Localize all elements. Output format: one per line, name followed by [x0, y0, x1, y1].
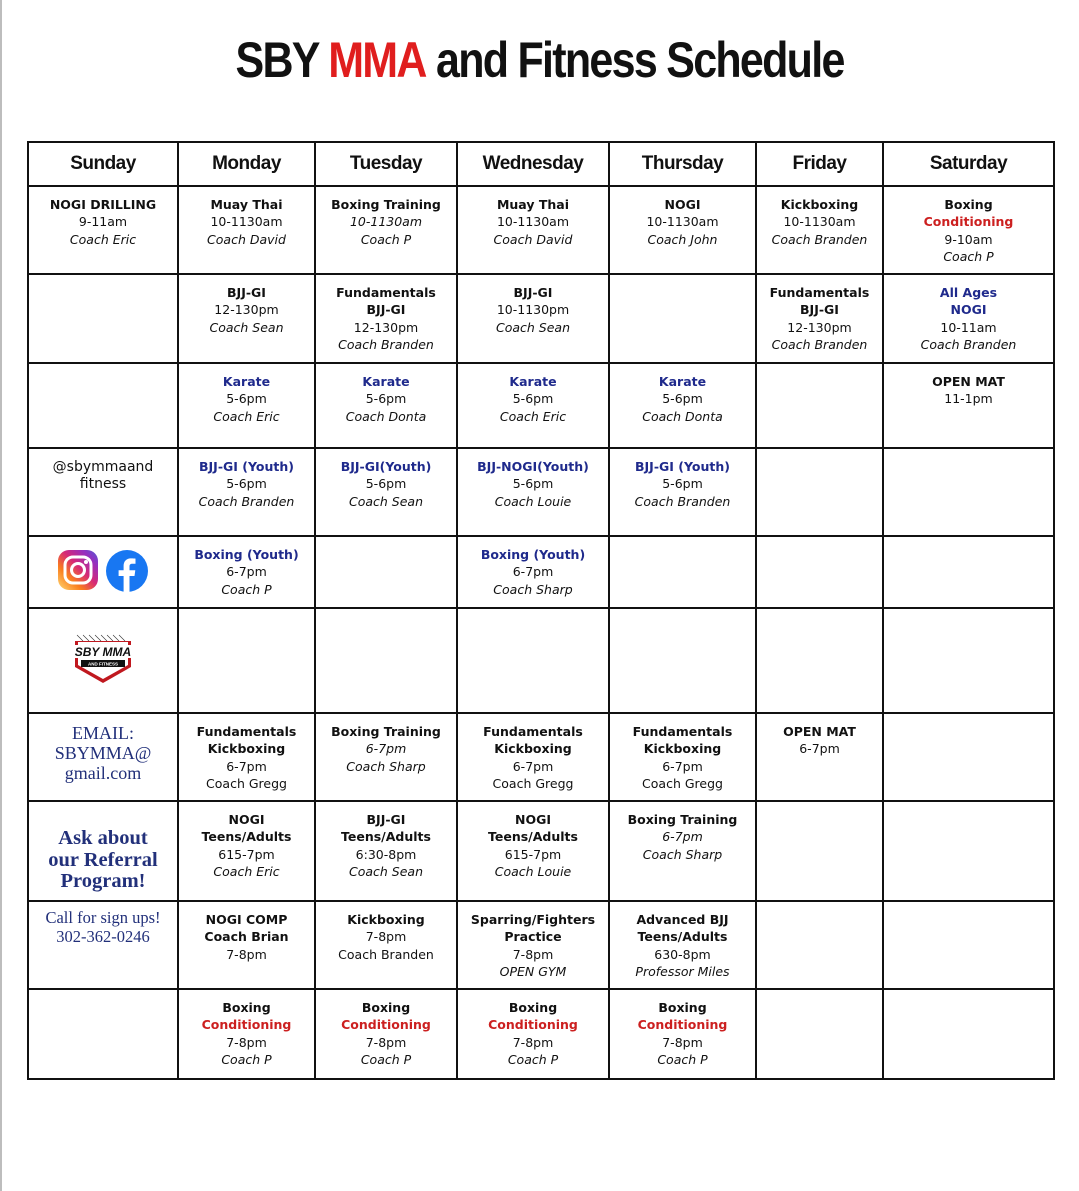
referral-program: [29, 802, 177, 893]
schedule-table: [27, 141, 1055, 1080]
schedule-cell-monday: [178, 536, 315, 608]
class-line: Kickboxing: [347, 912, 425, 927]
class-line: 5-6pm: [226, 391, 267, 407]
class-entry: [884, 364, 1053, 408]
class-line: 10-1130am: [646, 214, 719, 230]
schedule-cell-monday: [178, 186, 315, 274]
class-line: 630-8pm: [654, 946, 711, 962]
facebook-icon[interactable]: [105, 549, 149, 593]
class-line: Coach Eric: [213, 864, 280, 880]
day-header: Tuesday: [315, 142, 457, 186]
signup-phone-number: 302-362-0246: [56, 927, 150, 946]
schedule-cell-sunday: [28, 801, 178, 901]
class-entry: [179, 990, 314, 1069]
schedule-cell-wednesday: [457, 536, 609, 608]
class-line: Coach Eric: [69, 231, 137, 247]
class-line: 7-8pm: [365, 929, 407, 945]
class-line: 6-7pm: [512, 758, 554, 774]
class-entry: [610, 902, 755, 981]
class-line: Teens/Adults: [488, 829, 578, 845]
class-line: Sparring/Fighters: [470, 912, 596, 927]
class-entry: [458, 187, 608, 248]
schedule-cell-tuesday: [315, 901, 457, 989]
class-line: Fundamentals: [632, 724, 733, 739]
class-line: Coach Branden: [771, 337, 868, 353]
class-line: Coach P: [507, 1052, 559, 1068]
schedule-cell-monday: [178, 989, 315, 1079]
schedule-row: [28, 186, 1054, 274]
class-line: NOGI: [950, 302, 987, 318]
schedule-cell-friday: [756, 363, 883, 448]
schedule-cell-thursday: [609, 989, 756, 1079]
class-entry: [316, 802, 456, 881]
class-entry: [179, 275, 314, 336]
schedule-cell-wednesday: [457, 608, 609, 713]
class-line: 5-6pm: [512, 391, 554, 407]
class-line: Fundamentals: [769, 285, 870, 300]
class-line: Coach P: [221, 1052, 272, 1068]
class-line: Teens/Adults: [637, 929, 728, 945]
class-line: Muay Thai: [496, 197, 570, 212]
schedule-cell-monday: [178, 801, 315, 901]
schedule-cell-saturday: [883, 989, 1054, 1079]
schedule-cell-saturday: [883, 448, 1054, 536]
class-line: Conditioning: [341, 1017, 431, 1033]
class-line: OPEN MAT: [783, 724, 856, 739]
schedule-cell-monday: [178, 713, 315, 801]
day-header: Wednesday: [457, 142, 609, 186]
class-line: 9-10am: [944, 231, 993, 247]
class-line: Conditioning: [488, 1017, 578, 1033]
class-line: 11-1pm: [944, 391, 993, 407]
class-entry: [458, 275, 608, 336]
referral-line: Program!: [60, 870, 146, 892]
class-line: Advanced BJJ: [636, 912, 729, 927]
schedule-cell-sunday: [28, 713, 178, 801]
schedule-row: [28, 363, 1054, 448]
schedule-cell-tuesday: [315, 186, 457, 274]
class-entry: [757, 714, 882, 758]
class-line: Karate: [222, 374, 271, 389]
schedule-row: [28, 448, 1054, 536]
email-line: EMAIL:: [72, 723, 134, 743]
class-entry: [316, 449, 456, 510]
signup-line: Call for sign ups!: [45, 908, 161, 927]
class-line: Kickboxing: [643, 741, 722, 757]
class-line: 10-1130pm: [496, 302, 570, 318]
social-handle-line: @sbymmaand: [52, 459, 154, 475]
class-line: 10-1130am: [783, 214, 856, 230]
class-entry: [458, 537, 608, 598]
class-line: Coach Branden: [634, 493, 731, 509]
schedule-cell-sunday: [28, 448, 178, 536]
schedule-cell-thursday: [609, 713, 756, 801]
schedule-cell-friday: [756, 901, 883, 989]
referral-line: Ask about: [58, 827, 148, 849]
class-line: Coach Gregg: [492, 776, 574, 792]
schedule-cell-friday: [756, 713, 883, 801]
signup-phone[interactable]: [29, 902, 177, 946]
class-line: Boxing: [508, 1000, 558, 1015]
class-entry: [884, 187, 1053, 266]
day-header: Sunday: [28, 142, 178, 186]
class-line: 10-1130am: [349, 214, 423, 230]
class-line: 5-6pm: [226, 476, 267, 492]
class-line: 6-7pm: [512, 564, 554, 580]
schedule-cell-tuesday: [315, 274, 457, 363]
class-line: 9-11am: [78, 214, 128, 230]
schedule-cell-sunday: [28, 608, 178, 713]
schedule-cell-wednesday: [457, 274, 609, 363]
schedule-cell-saturday: [883, 274, 1054, 363]
page-title: [76, 28, 1004, 92]
class-entry: [458, 714, 608, 793]
class-line: Boxing Training: [331, 197, 441, 212]
schedule-cell-monday: [178, 448, 315, 536]
social-handle-line: fitness: [79, 476, 127, 492]
class-line: Coach P: [943, 249, 994, 265]
class-entry: [610, 449, 755, 510]
class-line: Coach Branden: [338, 946, 434, 962]
class-line: Teens/Adults: [341, 829, 431, 845]
class-entry: [610, 714, 755, 793]
schedule-cell-thursday: [609, 901, 756, 989]
schedule-cell-wednesday: [457, 713, 609, 801]
class-line: BJJ-GI: [366, 302, 406, 318]
class-entry: [458, 364, 608, 425]
class-line: BJJ-GI: [227, 285, 266, 300]
class-line: Coach David: [207, 231, 286, 247]
class-line: Coach Brian: [204, 929, 289, 945]
class-line: Coach P: [360, 231, 412, 247]
schedule-cell-thursday: [609, 274, 756, 363]
schedule-cell-monday: [178, 363, 315, 448]
schedule-row: [28, 608, 1054, 713]
schedule-cell-friday: [756, 186, 883, 274]
referral-line: our Referral: [48, 848, 158, 871]
class-line: Fundamentals: [336, 285, 436, 300]
class-entry: [316, 714, 456, 775]
class-line: OPEN MAT: [932, 374, 1005, 389]
class-entry: [179, 364, 314, 425]
class-entry: [757, 275, 882, 354]
class-entry: [179, 902, 314, 963]
schedule-cell-friday: [756, 608, 883, 713]
schedule-cell-thursday: [609, 363, 756, 448]
schedule-cell-monday: [178, 274, 315, 363]
schedule-cell-thursday: [609, 801, 756, 901]
class-line: Coach Louie: [494, 864, 572, 880]
class-line: 5-6pm: [365, 476, 407, 492]
class-line: Boxing (Youth): [194, 547, 299, 562]
class-line: 6-7pm: [662, 758, 703, 774]
class-entry: [757, 187, 882, 248]
class-line: Coach Gregg: [206, 776, 287, 792]
class-line: 12-130pm: [787, 319, 852, 335]
social-handle[interactable]: [29, 449, 177, 493]
class-line: All Ages: [939, 285, 998, 300]
class-line: 7-8pm: [512, 1034, 554, 1050]
schedule-cell-tuesday: [315, 363, 457, 448]
schedule-cell-sunday: [28, 363, 178, 448]
class-line: Karate: [362, 374, 410, 389]
class-line: Coach Sharp: [346, 758, 426, 774]
schedule-cell-thursday: [609, 448, 756, 536]
class-line: OPEN GYM: [499, 964, 567, 980]
day-header: Friday: [756, 142, 883, 186]
schedule-cell-wednesday: [457, 186, 609, 274]
schedule-row: [28, 901, 1054, 989]
class-line: BJJ-GI: [513, 285, 553, 300]
class-line: 6:30-8pm: [355, 846, 417, 862]
class-line: Coach Sean: [348, 864, 423, 880]
schedule-cell-sunday: [28, 186, 178, 274]
class-line: 6-7pm: [662, 829, 703, 845]
class-line: 7-8pm: [226, 946, 267, 962]
schedule-row: [28, 713, 1054, 801]
schedule-cell-saturday: [883, 363, 1054, 448]
class-line: 6-7pm: [226, 564, 267, 580]
class-line: Boxing Training: [331, 724, 441, 739]
schedule-row: [28, 801, 1054, 901]
class-line: BJJ-NOGI(Youth): [477, 459, 589, 474]
class-line: NOGI DRILLING: [49, 197, 157, 212]
class-line: Kickboxing: [780, 197, 859, 212]
class-line: Fundamentals: [483, 724, 583, 739]
class-line: 7-8pm: [365, 1034, 407, 1050]
class-entry: [610, 990, 755, 1069]
schedule-cell-thursday: [609, 608, 756, 713]
schedule-cell-monday: [178, 901, 315, 989]
class-line: Coach David: [493, 231, 573, 247]
class-line: Coach Sean: [348, 493, 423, 509]
schedule-cell-wednesday: [457, 801, 609, 901]
class-line: 7-8pm: [226, 1034, 267, 1050]
schedule-cell-saturday: [883, 801, 1054, 901]
class-line: BJJ-GI (Youth): [199, 459, 294, 474]
class-line: 615-7pm: [504, 846, 562, 862]
title-rest: and Fitness Schedule: [435, 32, 844, 88]
schedule-cell-wednesday: [457, 901, 609, 989]
class-line: Boxing: [361, 1000, 411, 1015]
class-line: BJJ-GI (Youth): [635, 459, 730, 474]
class-line: Karate: [658, 374, 707, 389]
class-entry: [458, 902, 608, 981]
class-line: Coach Sean: [209, 319, 284, 335]
class-line: Conditioning: [637, 1017, 728, 1033]
email-line: gmail.com: [64, 763, 142, 783]
title-sby: SBY: [235, 32, 318, 88]
email-info[interactable]: [29, 714, 177, 783]
class-entry: [29, 187, 177, 248]
schedule-cell-tuesday: [315, 801, 457, 901]
class-line: Coach Donta: [345, 408, 427, 424]
title-mma: MMA: [328, 32, 426, 88]
class-line: 615-7pm: [218, 846, 275, 862]
class-line: 5-6pm: [662, 391, 703, 407]
class-line: Coach P: [221, 581, 272, 597]
schedule-cell-friday: [756, 801, 883, 901]
class-line: Professor Miles: [635, 964, 730, 980]
schedule-cell-wednesday: [457, 448, 609, 536]
class-line: Muay Thai: [210, 197, 283, 212]
class-line: NOGI: [664, 197, 701, 212]
class-entry: [179, 714, 314, 793]
class-line: Coach Branden: [771, 231, 868, 247]
class-line: NOGI: [228, 812, 265, 827]
class-line: Coach Sean: [495, 319, 570, 335]
schedule-cell-friday: [756, 536, 883, 608]
class-line: Coach Donta: [642, 408, 723, 424]
schedule-cell-thursday: [609, 186, 756, 274]
class-entry: [316, 275, 456, 354]
class-line: Boxing (Youth): [480, 547, 586, 562]
class-line: Kickboxing: [207, 741, 286, 757]
schedule-cell-wednesday: [457, 989, 609, 1079]
schedule-cell-sunday: [28, 274, 178, 363]
class-entry: [458, 990, 608, 1069]
schedule-row: [28, 989, 1054, 1079]
class-line: 5-6pm: [512, 476, 554, 492]
class-entry: [316, 990, 456, 1069]
class-entry: [316, 187, 456, 248]
class-entry: [610, 364, 755, 425]
schedule-cell-thursday: [609, 536, 756, 608]
sby-mma-logo-icon: [71, 633, 135, 687]
class-line: 5-6pm: [365, 391, 407, 407]
class-line: NOGI COMP: [205, 912, 288, 927]
class-line: Boxing: [222, 1000, 271, 1015]
schedule-cell-tuesday: [315, 713, 457, 801]
class-line: 6-7pm: [365, 741, 407, 757]
schedule-cell-saturday: [883, 536, 1054, 608]
class-line: Coach P: [657, 1052, 708, 1068]
class-line: Conditioning: [923, 214, 1014, 230]
class-entry: [179, 187, 314, 248]
class-line: 6-7pm: [799, 741, 840, 757]
class-entry: [884, 275, 1053, 354]
class-entry: [316, 364, 456, 425]
class-line: NOGI: [515, 812, 551, 827]
social-icons: [29, 537, 177, 593]
schedule-cell-saturday: [883, 186, 1054, 274]
class-line: Coach Louie: [494, 493, 572, 509]
class-entry: [316, 902, 456, 963]
class-line: BJJ-GI(Youth): [340, 459, 432, 474]
class-line: BJJ-GI: [366, 812, 406, 827]
class-line: 10-1130am: [496, 214, 570, 230]
schedule-cell-monday: [178, 608, 315, 713]
class-line: BJJ-GI: [800, 302, 839, 318]
class-line: Coach Eric: [213, 408, 280, 424]
class-line: Boxing: [658, 1000, 707, 1015]
logo-text: SBY MMA: [74, 645, 132, 659]
logo-subtext: AND FITNESS: [87, 661, 119, 667]
schedule-cell-sunday: [28, 989, 178, 1079]
class-entry: [458, 449, 608, 510]
class-line: Karate: [509, 374, 557, 389]
schedule-cell-wednesday: [457, 363, 609, 448]
class-line: 10-1130am: [210, 214, 283, 230]
class-entry: [610, 802, 755, 863]
page-left-edge: [0, 0, 2, 1191]
schedule-cell-friday: [756, 989, 883, 1079]
class-entry: [179, 449, 314, 510]
class-line: Boxing: [944, 197, 993, 212]
schedule-row: [28, 536, 1054, 608]
class-line: Teens/Adults: [201, 829, 292, 845]
schedule-cell-sunday: [28, 901, 178, 989]
day-header: Monday: [178, 142, 315, 186]
class-entry: [179, 802, 314, 881]
email-line: SBYMMA@: [54, 743, 152, 763]
schedule-cell-friday: [756, 448, 883, 536]
class-line: Boxing Training: [627, 812, 738, 827]
sby-mma-logo: [29, 609, 177, 687]
class-line: Coach Branden: [338, 337, 434, 353]
day-header: Saturday: [883, 142, 1054, 186]
class-line: 12-130pm: [214, 302, 279, 318]
instagram-icon[interactable]: [57, 549, 99, 591]
schedule-cell-saturday: [883, 713, 1054, 801]
schedule-cell-friday: [756, 274, 883, 363]
class-line: 7-8pm: [512, 946, 554, 962]
class-entry: [610, 187, 755, 248]
class-entry: [179, 537, 314, 598]
class-line: Coach Gregg: [642, 776, 723, 792]
schedule-cell-sunday: [28, 536, 178, 608]
class-line: 10-11am: [940, 319, 997, 335]
class-line: Coach P: [360, 1052, 412, 1068]
class-line: Kickboxing: [494, 741, 572, 757]
schedule-cell-saturday: [883, 901, 1054, 989]
class-line: Coach John: [647, 231, 718, 247]
class-line: Conditioning: [201, 1017, 292, 1033]
schedule-cell-tuesday: [315, 536, 457, 608]
class-line: Coach Branden: [198, 493, 295, 509]
class-line: Fundamentals: [196, 724, 297, 739]
schedule-cell-tuesday: [315, 608, 457, 713]
class-entry: [458, 802, 608, 881]
class-line: Coach Eric: [499, 408, 567, 424]
class-line: 12-130pm: [353, 319, 419, 335]
schedule-cell-tuesday: [315, 448, 457, 536]
schedule-cell-tuesday: [315, 989, 457, 1079]
class-line: Practice: [504, 929, 562, 945]
class-line: 5-6pm: [662, 476, 703, 492]
schedule-row: [28, 274, 1054, 363]
schedule-cell-saturday: [883, 608, 1054, 713]
class-line: 7-8pm: [662, 1034, 703, 1050]
class-line: Coach Sharp: [493, 581, 573, 597]
header-row: [28, 142, 1054, 186]
day-header: Thursday: [609, 142, 756, 186]
class-line: 6-7pm: [226, 758, 267, 774]
class-line: Coach Branden: [920, 337, 1017, 353]
class-line: Coach Sharp: [642, 846, 723, 862]
